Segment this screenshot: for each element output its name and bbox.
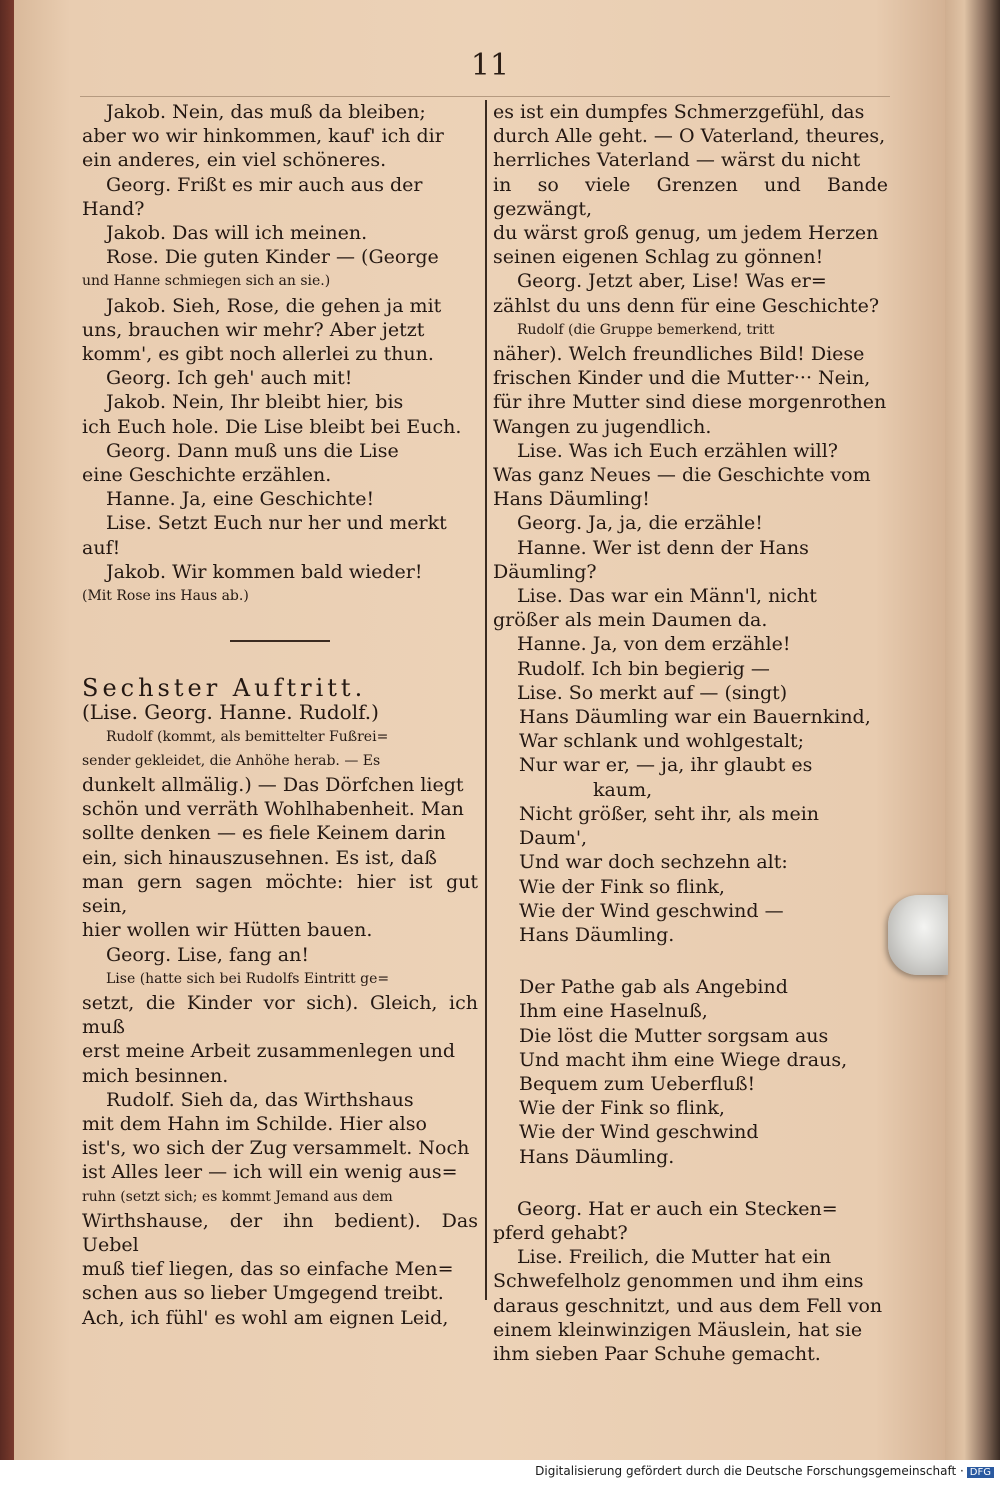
verse-line: Wie der Fink so flink, [519,1097,725,1120]
text-line: eine Geschichte erzählen. [82,464,332,487]
digitization-footer [0,1464,994,1478]
verse-line: Der Pathe gab als Angebind [519,976,788,999]
stage-direction: Rudolf (die Gruppe bemerkend, tritt [517,321,775,338]
book-gutter [945,0,1000,1460]
text-line: aber wo wir hinkommen, kauf' ich dir [82,125,444,148]
text-line: ein, sich hinauszusehnen. Es ist, daß [82,846,437,869]
text-line: Hand? [82,197,145,220]
text-line: Jakob. Sieh, Rose, die gehen ja mit [106,294,442,317]
stage-direction: und Hanne schmiegen sich an sie.) [82,273,331,290]
text-line: Lise. So merkt auf — (singt) [517,681,788,704]
text-line: Lise. Das war ein Männ'l, nicht [517,585,817,608]
text-line: Rose. Die guten Kinder — (George [106,246,439,269]
footer-credit: Digitalisierung gefördert durch die Deutsche Forschungsgemeinschaft · [535,1464,964,1478]
header-rule [80,96,890,97]
text-line: uns, brauchen wir mehr? Aber jetzt [82,318,425,341]
text-line: ist's, wo sich der Zug versammelt. Noch [82,1137,470,1160]
scene-separator [230,640,330,642]
text-line: schön und verräth Wohlhabenheit. Man [82,798,464,821]
text-line: Georg. Dann muß uns die Lise [106,439,399,462]
text-line: Hanne. Wer ist denn der Hans [517,536,809,559]
verse-line: Bequem zum Ueberfluß! [519,1072,756,1095]
text-line: frischen Kinder und die Mutter··· Nein, [493,367,871,390]
text-line: in so viele Grenzen und Bande gezwängt, [493,173,888,220]
text-line: Georg. Ich geh' auch mit! [106,367,353,390]
text-line: einem kleinwinzigen Mäuslein, hat sie [493,1318,863,1341]
stanza-gap [493,947,888,975]
text-line: Georg. Frißt es mir auch aus der [106,173,423,196]
text-line: ich Euch hole. Die Lise bleibt bei Euch. [82,415,462,438]
text-line: Jakob. Das will ich meinen. [106,222,368,245]
cast-list: (Lise. Georg. Hanne. Rudolf.) [82,700,379,725]
text-line: sollte denken — es fiele Keinem darin [82,822,446,845]
right-column [493,100,888,1366]
verse-line: War schlank und wohlgestalt; [519,730,805,753]
text-line: Jakob. Wir kommen bald wieder! [106,560,423,583]
text-line: dunkelt allmälig.) — Das Dörfchen liegt [82,774,464,797]
text-line: Schwefelholz genommen und ihm eins [493,1270,864,1293]
stage-direction: Lise (hatte sich bei Rudolfs Eintritt ge= [106,970,390,987]
text-line: Ach, ich fühl' es wohl am eignen Leid, [82,1306,449,1329]
page-number: 11 [470,48,510,83]
dfg-logo: DFG [967,1467,994,1478]
text-line: für ihre Mutter sind diese morgenrothen [493,391,887,414]
text-line: man gern sagen möchte: hier ist gut sein, [82,870,478,918]
stage-direction: sender gekleidet, die Anhöhe herab. — Es [82,752,381,769]
verse-line: kaum, [593,778,653,801]
left-column [82,100,478,1330]
stanza-gap [493,1169,888,1197]
stage-direction: ruhn (setzt sich; es kommt Jemand aus dem [82,1188,393,1205]
text-line: zählst du uns denn für eine Geschichte? [493,294,880,317]
text-line: Jakob. Nein, das muß da bleiben; [106,101,426,123]
text-line: Hanne. Ja, eine Geschichte! [106,488,375,511]
text-line: mich besinnen. [82,1064,229,1087]
text-line: auf! [82,536,121,559]
verse-line: Ihm eine Haselnuß, [519,1000,708,1023]
text-line: Lise. Was ich Euch erzählen will? [517,439,838,462]
text-line: erst meine Arbeit zusammenlegen und [82,1040,456,1063]
text-line: Hans Däumling! [493,488,650,511]
verse-line: Wie der Wind geschwind [519,1121,759,1144]
text-line: Hanne. Ja, von dem erzähle! [517,633,791,656]
text-line: Jakob. Nein, Ihr bleibt hier, bis [106,391,404,414]
text-line: Georg. Jetzt aber, Lise! Was er= [517,270,827,293]
text-line: ihm sieben Paar Schuhe gemacht. [493,1342,821,1365]
verse-line: Die löst die Mutter sorgsam aus [519,1024,829,1047]
text-line: Rudolf. Sieh da, das Wirthshaus [106,1088,414,1111]
verse-line: Nur war er, — ja, ihr glaubt es [519,754,813,777]
text-line: daraus geschnitzt, und aus dem Fell von [493,1294,883,1317]
text-line: Georg. Hat er auch ein Stecken= [517,1197,838,1220]
verse-line: Und macht ihm eine Wiege draus, [519,1048,848,1071]
text-line: ist Alles leer — ich will ein wenig aus= [82,1161,458,1184]
text-line: Wangen zu jugendlich. [493,415,712,438]
text-line: Wirthshause, der ihn bedient). Das Uebel [82,1209,478,1256]
stage-direction: Rudolf (kommt, als bemittelter Fußrei= [106,728,389,745]
text-line: schen aus so lieber Umgegend treibt. [82,1282,444,1305]
text-line: pferd gehabt? [493,1221,628,1244]
stage-direction: (Mit Rose ins Haus ab.) [82,588,249,605]
text-line: Lise. Freilich, die Mutter hat ein [517,1246,832,1269]
text-line: größer als mein Daumen da. [493,609,768,632]
verse-line: Hans Däumling war ein Bauernkind, [519,706,871,729]
book-cover-edge [0,0,14,1460]
text-line: setzt, die Kinder vor sich). Gleich, ich muß [82,991,478,1039]
text-line: mit dem Hahn im Schilde. Hier also [82,1112,427,1135]
text-line: seinen eigenen Schlag zu gönnen! [493,246,824,269]
verse-line: Hans Däumling. [519,923,675,946]
verse-line: Hans Däumling. [519,1145,675,1168]
verse-line: Wie der Wind geschwind — [519,899,784,922]
scene-heading: Sechster Auftritt. [82,674,367,703]
page-clip [888,895,948,975]
text-line: du wärst groß genug, um jedem Herzen [493,222,879,245]
verse-line: Nicht größer, seht ihr, als mein Daum', [519,802,820,850]
text-line: muß tief liegen, das so einfache Men= [82,1258,454,1281]
verse-line: Wie der Fink so flink, [519,875,725,898]
text-line: ein anderes, ein viel schöneres. [82,149,387,172]
text-line: komm', es gibt noch allerlei zu thun. [82,343,434,366]
text-line: Georg. Ja, ja, die erzähle! [517,512,763,535]
text-line: Däumling? [493,560,597,583]
verse-line: Und war doch sechzehn alt: [519,851,788,874]
column-divider [485,100,487,1300]
text-line: herrliches Vaterland — wärst du nicht [493,149,861,172]
text-line: näher). Welch freundliches Bild! Diese [493,343,865,366]
text-line: hier wollen wir Hütten bauen. [82,919,373,942]
text-line: es ist ein dumpfes Schmerzgefühl, das [493,101,865,123]
text-line: Georg. Lise, fang an! [106,943,309,966]
text-line: durch Alle geht. — O Vaterland, theures, [493,125,886,148]
text-line: Was ganz Neues — die Geschichte vom [493,464,871,487]
text-line: Lise. Setzt Euch nur her und merkt [106,512,447,535]
text-line: Rudolf. Ich bin begierig — [517,657,770,680]
